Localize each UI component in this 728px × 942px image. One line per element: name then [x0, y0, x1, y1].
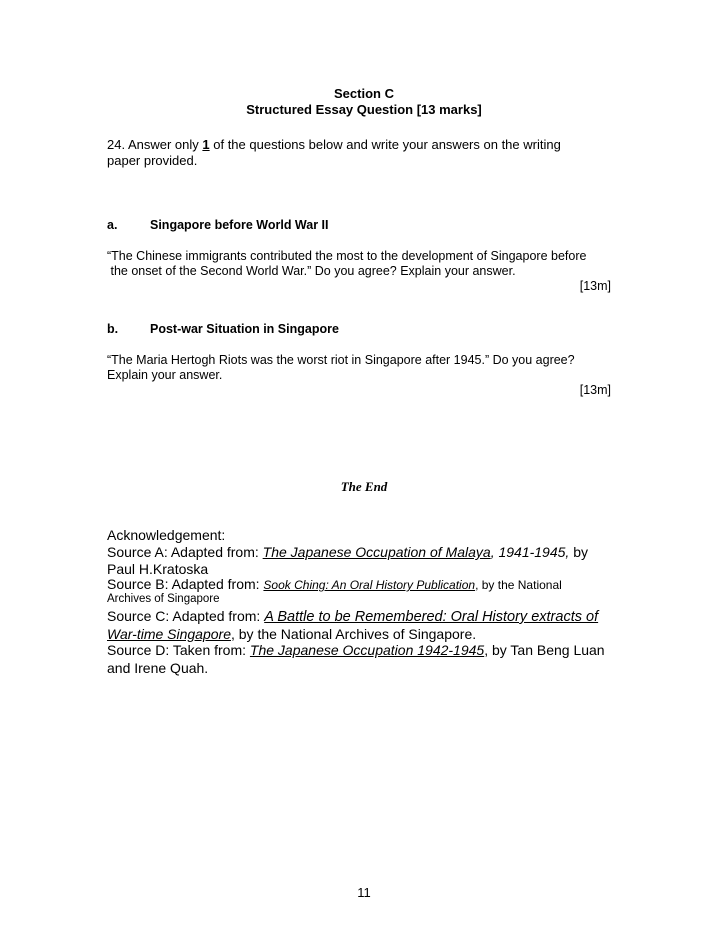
- source-c-title-part-1: A Battle to be Remembered: Oral History extracts of: [264, 609, 599, 625]
- question-a-label: a.: [107, 218, 118, 232]
- instruction-line-1: [107, 137, 561, 152]
- source-d-line-1: [107, 642, 605, 658]
- source-a-prefix: Source A: Adapted from:: [107, 544, 263, 560]
- source-c-title-part-2: War-time Singapore: [107, 626, 231, 642]
- question-b-marks: [13m]: [579, 383, 611, 397]
- source-b-line-1: [107, 576, 562, 592]
- source-a-line-2: Paul H.Kratoska: [107, 561, 209, 577]
- question-b-line-2: Explain your answer.: [107, 368, 223, 382]
- question-b-label: b.: [107, 322, 119, 336]
- source-d-prefix: Source D: Taken from:: [107, 642, 250, 658]
- question-a-heading: Singapore before World War II: [150, 218, 329, 232]
- question-b-heading: Post-war Situation in Singapore: [150, 322, 339, 336]
- source-d-line-2: and Irene Quah.: [107, 660, 209, 676]
- section-subtitle: Structured Essay Question [13 marks]: [246, 102, 482, 117]
- instruction-line-2: paper provided.: [107, 153, 198, 168]
- source-b-prefix: Source B: Adapted from:: [107, 576, 264, 592]
- source-c-line-1: [107, 608, 598, 625]
- source-a-years: , 1941-1945,: [490, 544, 570, 560]
- question-a-marks: [13m]: [579, 279, 611, 293]
- source-c-prefix: Source C: Adapted from:: [107, 608, 265, 624]
- source-d-by: , by Tan Beng Luan: [484, 642, 605, 658]
- acknowledgement-heading: Acknowledgement:: [107, 527, 226, 543]
- instruction-number: 1: [202, 137, 210, 152]
- question-a-line-1: “The Chinese immigrants contributed the most to the development of Singapore before: [107, 249, 587, 263]
- source-a-line-1: [107, 544, 588, 560]
- question-a-line-2: the onset of the Second World War.” Do you agree? Explain your answer.: [107, 264, 516, 278]
- source-a-by: by: [569, 544, 588, 560]
- instruction-rest: of the questions below and write your answers on the writing: [209, 137, 561, 152]
- page-number: 11: [357, 885, 371, 900]
- instruction-prefix: 24. Answer only: [107, 137, 203, 152]
- question-b-line-1: “The Maria Hertogh Riots was the worst riot in Singapore after 1945.” Do you agree?: [107, 353, 575, 367]
- source-c-line-2: [107, 626, 476, 642]
- source-c-by: , by the National Archives of Singapore.: [230, 626, 477, 642]
- source-b-by: , by the National: [475, 578, 562, 592]
- source-b-title: Sook Ching: An Oral History Publication: [263, 578, 476, 592]
- section-title: Section C: [334, 86, 394, 101]
- source-b-line-2: Archives of Singapore: [107, 593, 220, 605]
- the-end: The End: [340, 479, 388, 494]
- source-a-title: The Japanese Occupation of Malaya: [262, 544, 491, 560]
- source-d-title: The Japanese Occupation 1942-1945: [249, 642, 485, 658]
